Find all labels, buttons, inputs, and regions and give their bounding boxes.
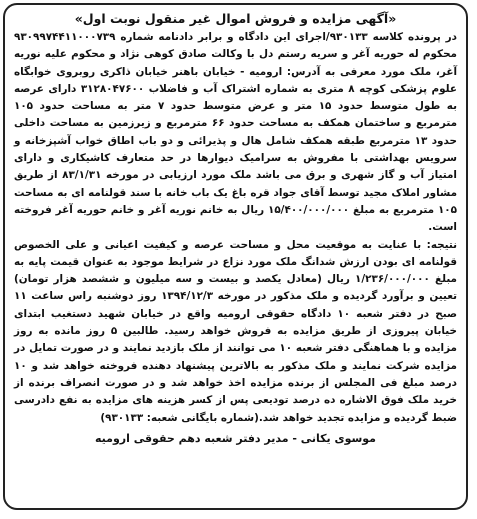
auction-notice	[3, 3, 468, 510]
notice-result-paragraph: نتیجه: با عنایت به موقعیت محل و مساحت عرصه و کیفیت اعیانی و علی الخصوص قولنامه ای بودن ارزش شدانگ ملک مورد نزاع در شرایط موجود به عنوان قیمت پایه به مبلغ ۱/۲۳۶/۰۰۰/۰۰۰ ریال (معادل یکصد و بیست و سه میلیون و ششصد هزار تومان) تعیین و برآورد گردیده و ملک مذکور در مورخه ۱۳۹۴/۱۲/۳ روز دوشنبه راس ساعت ۱۱ صبح در دفتر شعبه ۱۰ دادگاه حقوقی ارومیه واقع در خیابان شهید دستغیب ابتدای خیابان پیروزی از طریق مزایده به فروش خواهد رسید. طالبین ۵ روز مانده به روز مزایده و با هماهنگی دفتر شعبه ۱۰ می توانند از ملک بازدید نمایند و در صورت تمایل در مزایده شرکت نمایند و ملک مذکور به بالاترین پیشنهاد دهنده فروخته خواهد شد و ۱۰ درصد مبلغ فی المجلس از برنده مزایده اخذ خواهد شد و در صورت انصراف برنده از خرید ملک فوق الاشاره ده درصد تودیعی پس از کسر هزینه های مزایده به نفع دادرسی ضبط گردیده و مزایده تجدید خواهد شد.(شماره بایگانی شعبه: ۹۳۰۱۳۳)	[14, 238, 457, 424]
notice-title: «آگهی مزایده و فروش اموال غیر منقول نوبت اول»	[74, 11, 397, 26]
notice-signature: موسوی یکانی - مدیر دفتر شعبه دهم حقوقی ارومیه	[94, 431, 376, 445]
notice-body-paragraph: در پرونده کلاسه ۹۳۰۱۳۳/اجرای این دادگاه و برابر دادنامه شماره ۹۳۰۹۹۷۴۴۱۱۰۰۰۷۳۹ محکوم له حوریه آغر و سریه رستم دل با وکالت صادق کوهی نژاد و محکوم علیه نوریه آغر، ملک مورد معرفی به آدرس: ارومیه - خیابان باهنر خیابان ذاکری روبروی خوابگاه علوم پزشکی کوچه ۸ متری به شماره اشتراک آب و فاضلاب ۳۱۲۸۰۴۷۶۰۰ دارای عرصه به طول متوسط حدود ۱۵ متر و عرض متوسط حدود ۷ متر به مساحت حدود ۱۰۵ مترمربع و ساختمان همکف به مساحت حدود ۶۶ مترمربع و زیرزمین به مساحت داخلی حدود ۱۳ مترمربع طبقه همکف شامل هال و پذیرائی و دو باب اطاق خواب آشپزخانه و سرویس بهداشتی با مفروش به سرامیک دیوارها در حد متعارف کاشیکاری و دارای امتیاز آب و گاز شهری و برق می باشد ملک مورد ارزیابی در مورخه ۸۳/۱/۳۱ از طریق مشاور املاک مجید توسط آقای جواد قره باغ یک باب خانه با سند قولنامه ای به مساحت ۱۰۵ مترمربع به مبلغ ۱۵/۴۰۰/۰۰۰/۰۰۰ ریال به خانم نوریه آغر و خانم حوریه آغر فروخته است.	[14, 31, 458, 234]
